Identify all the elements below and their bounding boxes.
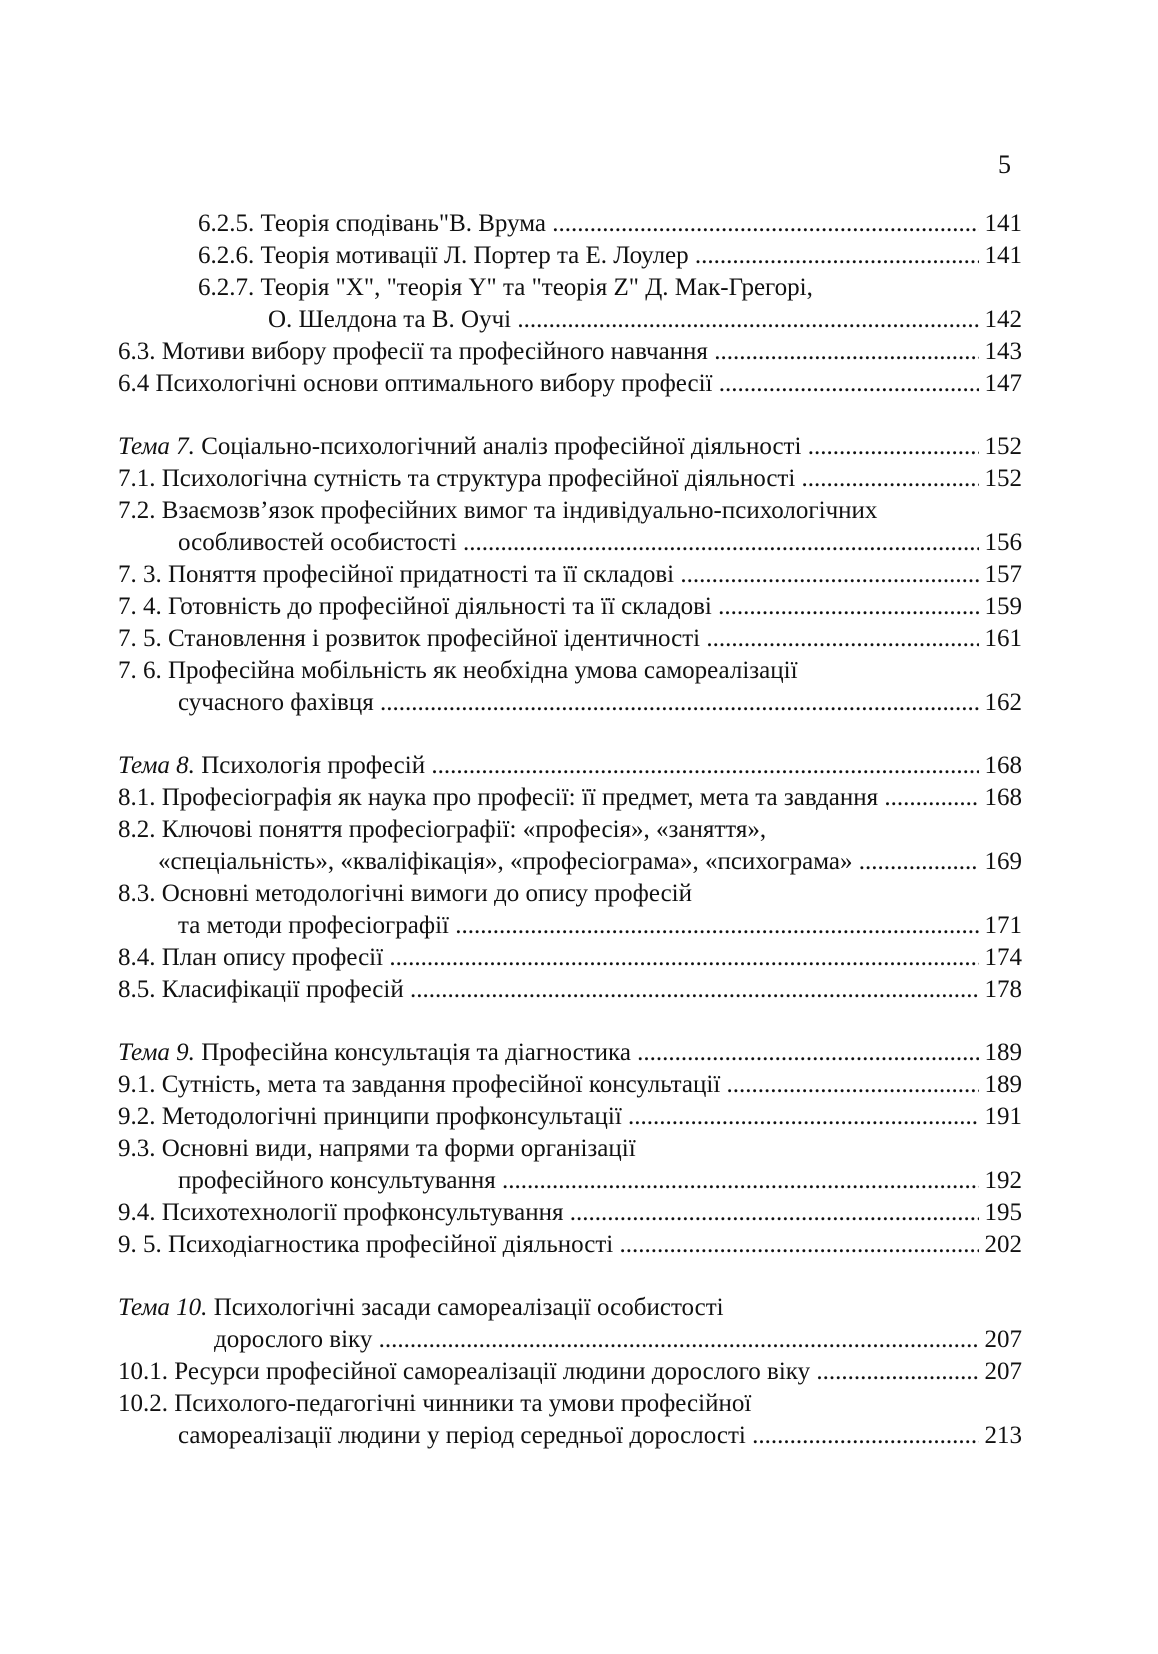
toc-entry-title: 8.1. Професіографія як наука про професії: її предмет, мета та завдання ..... xyxy=(118,782,979,814)
topic-label: Тема 9. xyxy=(118,1039,195,1066)
topic-label: Тема 10. xyxy=(118,1294,208,1321)
toc-entry-title: 8.4. План опису професії ..... xyxy=(118,942,979,974)
toc-entry-9-3[interactable] xyxy=(118,1133,1022,1165)
toc-entry-page: 168 xyxy=(984,752,1022,779)
toc-entry-title xyxy=(118,750,979,782)
topic-label: Тема 8. xyxy=(118,752,195,779)
toc-entry-6-2-6[interactable] xyxy=(118,240,1022,272)
toc-entry-page: 141 xyxy=(984,242,1022,269)
toc-entry-7-3[interactable] xyxy=(118,559,1022,591)
toc-entry-title: 6.4 Психологічні основи оптимального вибору професії ..... xyxy=(118,368,979,400)
toc-entry-title: 6.2.5. Теорія сподівань"В. Врума ..... xyxy=(198,208,979,240)
page-number: 5 xyxy=(998,150,1011,179)
toc-entry-title: 7. 4. Готовність до професійної діяльності та її складові ..... xyxy=(118,591,979,623)
toc-entry-title: 7.1. Психологічна сутність та структура професійної діяльності ..... xyxy=(118,463,979,495)
toc-entry-6-2-5[interactable] xyxy=(118,208,1022,240)
toc-entry-7-6[interactable] xyxy=(118,655,1022,687)
section-gap xyxy=(118,1006,1022,1037)
topic-title: Психологічні засади самореалізації особистості xyxy=(207,1294,724,1321)
toc-entry-title: 9.3. Основні види, напрями та форми організації xyxy=(118,1135,636,1162)
toc-entry-9-4[interactable] xyxy=(118,1197,1022,1229)
toc-entry-10-2-cont[interactable] xyxy=(118,1420,1022,1452)
toc-entry-page: 192 xyxy=(984,1167,1022,1194)
toc-entry-title xyxy=(118,1037,979,1069)
toc-entry-8-3[interactable] xyxy=(118,878,1022,910)
toc-entry-page: 189 xyxy=(984,1039,1022,1066)
toc-entry-page: 152 xyxy=(984,465,1022,492)
toc-entry-7-2[interactable] xyxy=(118,495,1022,527)
toc-entry-6-2-7[interactable] xyxy=(118,272,1022,304)
toc-entry-9-1[interactable] xyxy=(118,1069,1022,1101)
toc-entry-page: 191 xyxy=(984,1103,1022,1130)
toc-topic-8[interactable] xyxy=(118,750,1022,782)
toc-entry-title: 7. 3. Поняття професійної придатності та її складові ..... xyxy=(118,559,979,591)
toc-entry-6-2-7-cont[interactable] xyxy=(118,304,1022,336)
toc-entry-6-4[interactable] xyxy=(118,368,1022,400)
section-gap xyxy=(118,1261,1022,1292)
toc-entry-page: 169 xyxy=(984,848,1022,875)
toc-entry-title xyxy=(118,431,979,463)
toc-entry-page: 147 xyxy=(984,370,1022,397)
toc-entry-7-1[interactable] xyxy=(118,463,1022,495)
toc-entry-title: 8.3. Основні методологічні вимоги до опису професій xyxy=(118,880,693,907)
toc-entry-page: 152 xyxy=(984,433,1022,460)
toc-entry-page: 207 xyxy=(984,1326,1022,1353)
section-gap xyxy=(118,719,1022,750)
toc-entry-page: 171 xyxy=(984,912,1022,939)
toc-entry-title: 7. 6. Професійна мобільність як необхідна умова самореалізації xyxy=(118,657,798,684)
toc-entry-title: самореалізації людини у період середньої дорослості ..... xyxy=(178,1420,979,1452)
toc-entry-7-4[interactable] xyxy=(118,591,1022,623)
toc-topic-9[interactable] xyxy=(118,1037,1022,1069)
toc-entry-page: 178 xyxy=(984,976,1022,1003)
toc-topic-10-cont[interactable] xyxy=(118,1324,1022,1356)
toc-entry-7-6-cont[interactable] xyxy=(118,687,1022,719)
toc-entry-page: 159 xyxy=(984,593,1022,620)
toc-entry-title: 9.1. Сутність, мета та завдання професійної консультації ..... xyxy=(118,1069,979,1101)
toc-entry-6-3[interactable] xyxy=(118,336,1022,368)
toc-topic-10[interactable] xyxy=(118,1292,1022,1324)
toc-entry-title: 6.2.7. Теорія "X", "теорія Y" та "теорія Z" Д. Мак-Грегорі, xyxy=(198,274,813,301)
toc-entry-page: 141 xyxy=(984,210,1022,237)
toc-entry-title: 7. 5. Становлення і розвиток професійної ідентичності ..... xyxy=(118,623,979,655)
toc-entry-9-3-cont[interactable] xyxy=(118,1165,1022,1197)
toc-entry-8-3-cont[interactable] xyxy=(118,910,1022,942)
toc-entry-title: 9.4. Психотехнології профконсультування ..... xyxy=(118,1197,979,1229)
toc-entry-page: 189 xyxy=(984,1071,1022,1098)
toc-topic-7[interactable] xyxy=(118,431,1022,463)
toc-entry-page: 202 xyxy=(984,1231,1022,1258)
toc-entry-8-2[interactable] xyxy=(118,814,1022,846)
topic-title: Професійна консультація та діагностика xyxy=(194,1039,631,1066)
toc-entry-10-1[interactable] xyxy=(118,1356,1022,1388)
toc-entry-7-2-cont[interactable] xyxy=(118,527,1022,559)
toc-entry-title: професійного консультування ..... xyxy=(178,1165,979,1197)
toc-entry-page: 207 xyxy=(984,1358,1022,1385)
toc-entry-page: 157 xyxy=(984,561,1022,588)
toc-entry-title: 6.3. Мотиви вибору професії та професійного навчання ..... xyxy=(118,336,979,368)
toc-entry-page: 156 xyxy=(984,529,1022,556)
toc-entry-title: О. Шелдона та В. Оучі ..... xyxy=(268,304,979,336)
toc-entry-title: 8.5. Класифікації професій ..... xyxy=(118,974,979,1006)
topic-title: Психологія професій xyxy=(194,752,426,779)
toc-entry-10-2[interactable] xyxy=(118,1388,1022,1420)
toc-entry-title: 7.2. Взаємозв’язок професійних вимог та індивідуально-психологічних xyxy=(118,497,878,524)
topic-title: Соціально-психологічний аналіз професійної діяльності xyxy=(194,433,802,460)
toc-entry-title: «спеціальність», «кваліфікація», «професіограма», «психограма» ..... xyxy=(158,846,979,878)
toc-entry-9-2[interactable] xyxy=(118,1101,1022,1133)
toc-entry-page: 162 xyxy=(984,689,1022,716)
toc-entry-8-4[interactable] xyxy=(118,942,1022,974)
table-of-contents xyxy=(118,208,1022,1452)
toc-entry-title: 9. 5. Психодіагностика професійної діяльності ..... xyxy=(118,1229,979,1261)
toc-entry-9-5[interactable] xyxy=(118,1229,1022,1261)
toc-entry-title: 10.2. Психолого-педагогічні чинники та умови професійної xyxy=(118,1390,752,1417)
toc-entry-8-5[interactable] xyxy=(118,974,1022,1006)
toc-entry-title: дорослого віку ..... xyxy=(214,1324,979,1356)
toc-entry-page: 142 xyxy=(984,306,1022,333)
toc-entry-title xyxy=(118,1292,1016,1324)
toc-entry-page: 174 xyxy=(984,944,1022,971)
section-gap xyxy=(118,400,1022,431)
topic-label: Тема 7. xyxy=(118,433,195,460)
toc-entry-title: 8.2. Ключові поняття професіографії: «професія», «заняття», xyxy=(118,816,767,843)
toc-entry-title: 10.1. Ресурси професійної самореалізації людини дорослого віку ..... xyxy=(118,1356,979,1388)
toc-entry-page: 161 xyxy=(984,625,1022,652)
toc-entry-7-5[interactable] xyxy=(118,623,1022,655)
toc-entry-title: та методи професіографії ..... xyxy=(178,910,979,942)
toc-entry-8-2-cont[interactable] xyxy=(118,846,1022,878)
toc-entry-title: особливостей особистості ..... xyxy=(178,527,979,559)
toc-entry-page: 195 xyxy=(984,1199,1022,1226)
toc-entry-8-1[interactable] xyxy=(118,782,1022,814)
toc-entry-title: сучасного фахівця ..... xyxy=(178,687,979,719)
toc-entry-title: 6.2.6. Теорія мотивації Л. Портер та Е. Лоулер ..... xyxy=(198,240,979,272)
toc-entry-page: 143 xyxy=(984,338,1022,365)
toc-entry-page: 213 xyxy=(984,1422,1022,1449)
toc-entry-page: 168 xyxy=(984,784,1022,811)
toc-entry-title: 9.2. Методологічні принципи профконсультації ..... xyxy=(118,1101,979,1133)
